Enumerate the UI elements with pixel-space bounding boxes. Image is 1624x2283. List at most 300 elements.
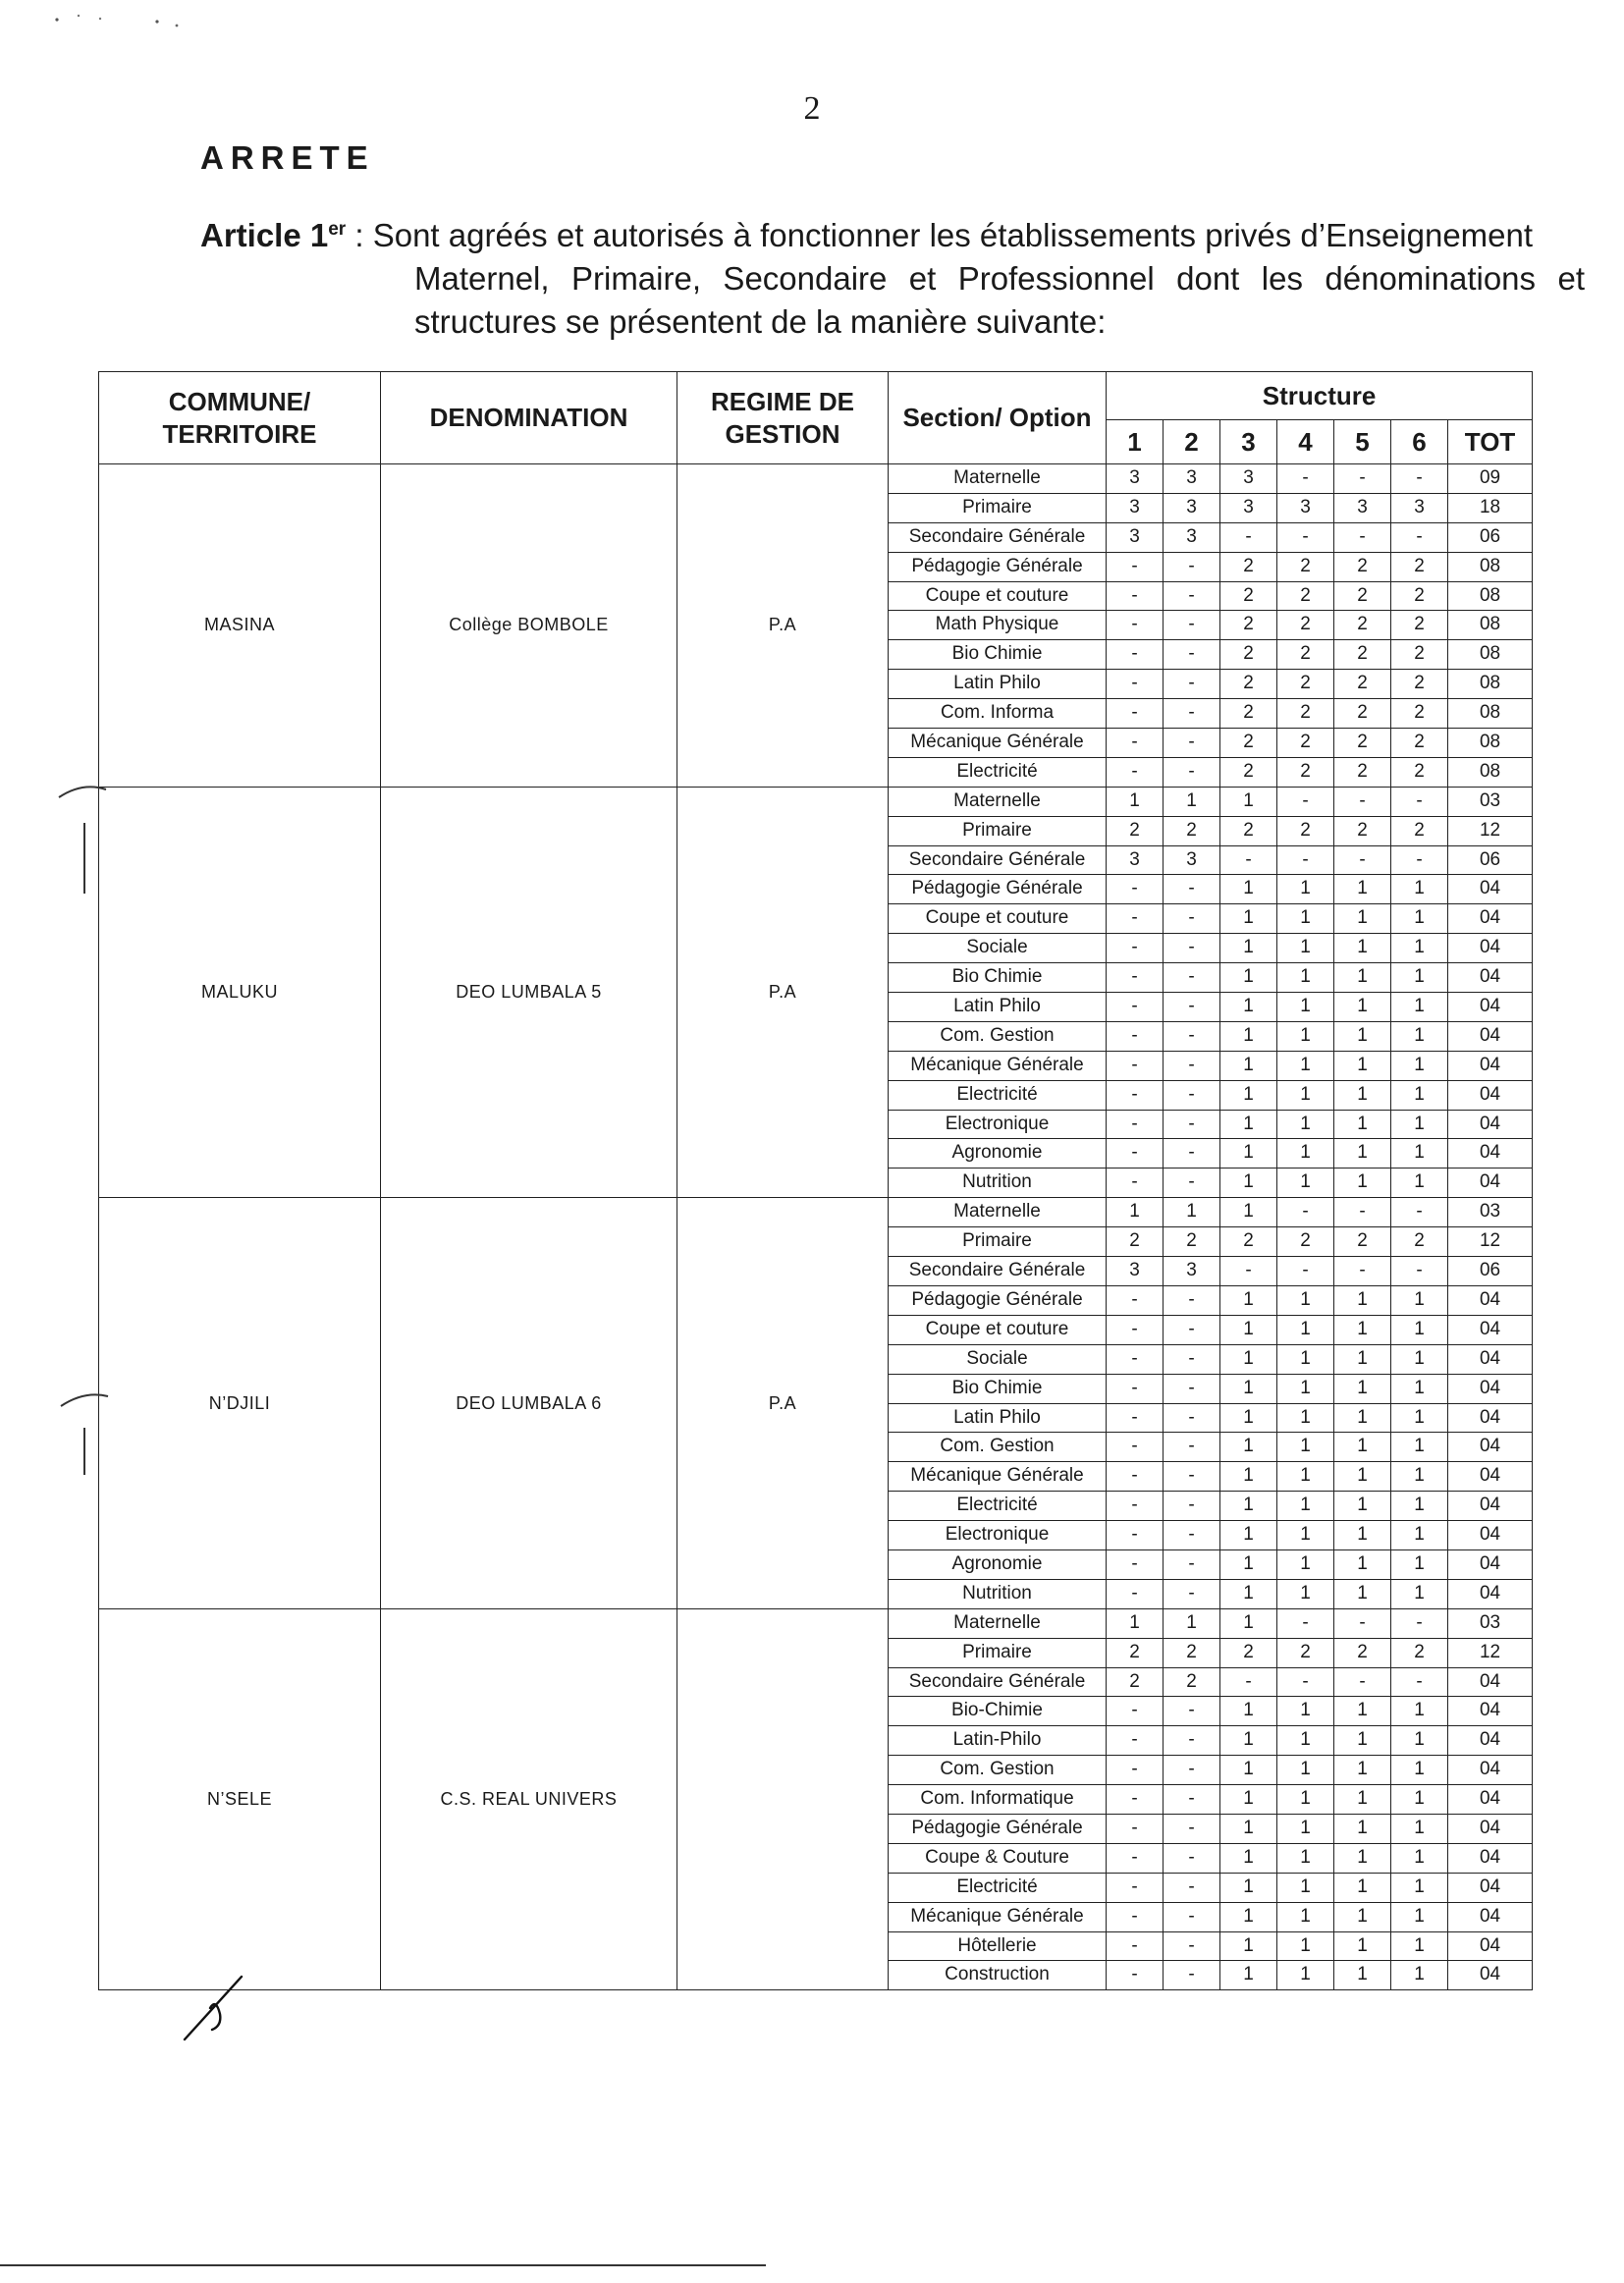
structure-year-cell: 1	[1391, 1403, 1448, 1433]
structure-year-cell: 2	[1391, 611, 1448, 640]
structure-year-cell: 3	[1220, 464, 1277, 494]
structure-year-cell: 1	[1220, 1931, 1277, 1961]
structure-year-cell: 3	[1107, 1257, 1164, 1286]
total-cell: 08	[1448, 757, 1533, 787]
section-option-cell: Primaire	[889, 493, 1107, 522]
section-option-cell: Pédagogie Générale	[889, 875, 1107, 904]
structure-year-cell: -	[1164, 1756, 1220, 1785]
structure-year-cell: 2	[1164, 1638, 1220, 1667]
structure-year-cell: -	[1391, 1667, 1448, 1697]
structure-year-cell: 1	[1277, 1961, 1334, 1990]
structure-year-cell: -	[1164, 1051, 1220, 1080]
section-option-cell: Mécanique Générale	[889, 1902, 1107, 1931]
structure-year-cell: 1	[1391, 1785, 1448, 1815]
total-cell: 04	[1448, 1169, 1533, 1198]
structure-year-cell: 1	[1220, 934, 1277, 963]
structure-year-cell: 2	[1391, 757, 1448, 787]
structure-year-cell: 2	[1107, 1667, 1164, 1697]
structure-year-cell: 1	[1334, 1843, 1391, 1873]
structure-year-cell: 2	[1334, 552, 1391, 581]
structure-year-cell: 1	[1391, 1902, 1448, 1931]
structure-year-cell: 2	[1277, 1227, 1334, 1257]
structure-year-cell: -	[1107, 1462, 1164, 1492]
structure-year-cell: 1	[1164, 1198, 1220, 1227]
structure-year-cell: -	[1164, 1403, 1220, 1433]
structure-year-cell: 2	[1334, 581, 1391, 611]
structure-year-cell: 1	[1391, 1344, 1448, 1374]
structure-year-cell: 1	[1391, 1462, 1448, 1492]
structure-year-cell: 1	[1334, 934, 1391, 963]
structure-year-cell: 1	[1220, 1785, 1277, 1815]
section-option-cell: Hôtellerie	[889, 1931, 1107, 1961]
structure-year-cell: 1	[1220, 993, 1277, 1022]
total-cell: 08	[1448, 699, 1533, 729]
structure-year-cell: 2	[1220, 640, 1277, 670]
structure-year-cell: -	[1164, 729, 1220, 758]
structure-year-cell: -	[1107, 963, 1164, 993]
structure-year-cell: -	[1164, 581, 1220, 611]
header-year-3: 3	[1220, 420, 1277, 464]
structure-year-cell: 1	[1334, 1403, 1391, 1433]
regime-cell: P.A	[677, 464, 889, 788]
structure-year-cell: -	[1391, 464, 1448, 494]
header-year-5: 5	[1334, 420, 1391, 464]
structure-year-cell: -	[1277, 1608, 1334, 1638]
structure-year-cell: 1	[1220, 904, 1277, 934]
structure-year-cell: 3	[1277, 493, 1334, 522]
structure-year-cell: -	[1164, 1344, 1220, 1374]
structure-year-cell: 2	[1391, 552, 1448, 581]
structure-year-cell: 1	[1277, 1873, 1334, 1902]
structure-year-cell: -	[1107, 729, 1164, 758]
section-option-cell: Electricité	[889, 757, 1107, 787]
total-cell: 04	[1448, 1374, 1533, 1403]
structure-year-cell: -	[1164, 1080, 1220, 1110]
structure-year-cell: 1	[1277, 1843, 1334, 1873]
structure-year-cell: 1	[1220, 1403, 1277, 1433]
structure-year-cell: 2	[1164, 816, 1220, 845]
structure-year-cell: 1	[1277, 1902, 1334, 1931]
structure-year-cell: 1	[1277, 1521, 1334, 1550]
structure-year-cell: -	[1107, 1697, 1164, 1726]
structure-year-cell: 1	[1277, 1785, 1334, 1815]
structure-year-cell: 1	[1277, 1549, 1334, 1579]
structure-year-cell: -	[1107, 1902, 1164, 1931]
structure-year-cell: -	[1107, 552, 1164, 581]
structure-year-cell: -	[1164, 1579, 1220, 1608]
structure-year-cell: 1	[1391, 1873, 1448, 1902]
regime-cell: P.A	[677, 787, 889, 1197]
section-option-cell: Bio Chimie	[889, 1374, 1107, 1403]
header-section: Section/ Option	[889, 372, 1107, 464]
total-cell: 04	[1448, 1756, 1533, 1785]
structure-year-cell: -	[1107, 1110, 1164, 1139]
section-option-cell: Secondaire Générale	[889, 1257, 1107, 1286]
total-cell: 06	[1448, 845, 1533, 875]
total-cell: 04	[1448, 1403, 1533, 1433]
structure-year-cell: 1	[1391, 875, 1448, 904]
structure-year-cell: 1	[1220, 1697, 1277, 1726]
structure-year-cell: 2	[1164, 1667, 1220, 1697]
structure-year-cell: -	[1107, 934, 1164, 963]
structure-year-cell: 2	[1277, 729, 1334, 758]
header-year-4: 4	[1277, 420, 1334, 464]
total-cell: 04	[1448, 993, 1533, 1022]
structure-year-cell: -	[1107, 904, 1164, 934]
section-option-cell: Bio Chimie	[889, 963, 1107, 993]
structure-year-cell: 2	[1220, 699, 1277, 729]
header-structure: Structure	[1107, 372, 1533, 420]
structure-year-cell: 2	[1220, 729, 1277, 758]
header-total: TOT	[1448, 420, 1533, 464]
section-option-cell: Agronomie	[889, 1139, 1107, 1169]
structure-year-cell: 1	[1334, 963, 1391, 993]
structure-year-cell: 1	[1220, 1462, 1277, 1492]
structure-year-cell: -	[1277, 522, 1334, 552]
structure-year-cell: 1	[1220, 1285, 1277, 1315]
structure-year-cell: 3	[1107, 522, 1164, 552]
structure-year-cell: -	[1277, 1257, 1334, 1286]
structure-year-cell: 1	[1391, 963, 1448, 993]
total-cell: 08	[1448, 670, 1533, 699]
structure-year-cell: 2	[1277, 640, 1334, 670]
section-option-cell: Sociale	[889, 1344, 1107, 1374]
structure-year-cell: 1	[1277, 993, 1334, 1022]
section-option-cell: Electricité	[889, 1080, 1107, 1110]
structure-year-cell: 2	[1220, 611, 1277, 640]
total-cell: 04	[1448, 1549, 1533, 1579]
structure-year-cell: -	[1391, 1257, 1448, 1286]
structure-year-cell: -	[1164, 670, 1220, 699]
structure-year-cell: 1	[1220, 787, 1277, 816]
denomination-cell: Collège BOMBOLE	[381, 464, 677, 788]
total-cell: 03	[1448, 1608, 1533, 1638]
total-cell: 04	[1448, 1902, 1533, 1931]
section-option-cell: Maternelle	[889, 464, 1107, 494]
structure-year-cell: 2	[1391, 729, 1448, 758]
total-cell: 04	[1448, 1579, 1533, 1608]
total-cell: 04	[1448, 904, 1533, 934]
structure-year-cell: -	[1334, 1198, 1391, 1227]
structure-year-cell: 1	[1220, 1021, 1277, 1051]
structure-year-cell: 1	[1220, 875, 1277, 904]
structure-year-cell: -	[1107, 670, 1164, 699]
table-row	[99, 787, 1533, 816]
structure-year-cell: 1	[1277, 1726, 1334, 1756]
structure-year-cell: 3	[1107, 845, 1164, 875]
structure-year-cell: 1	[1391, 1051, 1448, 1080]
structure-year-cell: -	[1164, 993, 1220, 1022]
structure-year-cell: 1	[1277, 1110, 1334, 1139]
section-option-cell: Mécanique Générale	[889, 1462, 1107, 1492]
structure-year-cell: 1	[1277, 1169, 1334, 1198]
structure-year-cell: -	[1164, 1697, 1220, 1726]
structure-year-cell: 1	[1391, 1433, 1448, 1462]
header-year-2: 2	[1164, 420, 1220, 464]
commune-cell: N’DJILI	[99, 1198, 381, 1608]
structure-year-cell: -	[1277, 845, 1334, 875]
structure-year-cell: -	[1107, 1051, 1164, 1080]
header-commune: COMMUNE/ TERRITOIRE	[99, 372, 381, 464]
structure-year-cell: 1	[1391, 1814, 1448, 1843]
structure-year-cell: 1	[1334, 1139, 1391, 1169]
total-cell: 04	[1448, 1462, 1533, 1492]
total-cell: 04	[1448, 1961, 1533, 1990]
structure-year-cell: 1	[1220, 1814, 1277, 1843]
structure-year-cell: -	[1164, 1931, 1220, 1961]
structure-year-cell: 1	[1391, 1697, 1448, 1726]
structure-year-cell: 3	[1220, 493, 1277, 522]
section-option-cell: Secondaire Générale	[889, 1667, 1107, 1697]
structure-year-cell: 3	[1164, 522, 1220, 552]
structure-year-cell: 2	[1277, 699, 1334, 729]
table-row	[99, 1608, 1533, 1638]
structure-year-cell: 2	[1334, 1638, 1391, 1667]
article-line-2: Maternel, Primaire, Secondaire et Professionnel dont les dénominations et structures se présentent de la manière suivante:	[414, 259, 1585, 340]
structure-year-cell: -	[1107, 1843, 1164, 1873]
structure-year-cell: 1	[1334, 1492, 1391, 1521]
structure-year-cell: 2	[1334, 757, 1391, 787]
structure-year-cell: 1	[1334, 904, 1391, 934]
structure-year-cell: 1	[1334, 1961, 1391, 1990]
table-row	[99, 1198, 1533, 1227]
structure-year-cell: 1	[1277, 1756, 1334, 1785]
structure-year-cell: -	[1164, 904, 1220, 934]
section-option-cell: Bio Chimie	[889, 640, 1107, 670]
structure-year-cell: 1	[1391, 1315, 1448, 1344]
structure-year-cell: 1	[1334, 1285, 1391, 1315]
section-option-cell: Com. Gestion	[889, 1433, 1107, 1462]
structure-year-cell: -	[1107, 1080, 1164, 1110]
establishments-table	[98, 371, 1533, 1990]
structure-year-cell: 1	[1334, 1873, 1391, 1902]
structure-year-cell: 1	[1220, 1756, 1277, 1785]
total-cell: 04	[1448, 1051, 1533, 1080]
header-year-6: 6	[1391, 420, 1448, 464]
section-option-cell: Maternelle	[889, 1608, 1107, 1638]
total-cell: 04	[1448, 934, 1533, 963]
total-cell: 12	[1448, 816, 1533, 845]
structure-year-cell: 1	[1277, 1433, 1334, 1462]
structure-year-cell: -	[1107, 1021, 1164, 1051]
structure-year-cell: 1	[1107, 1198, 1164, 1227]
structure-year-cell: 1	[1334, 1051, 1391, 1080]
structure-year-cell: -	[1107, 1521, 1164, 1550]
structure-year-cell: 2	[1107, 816, 1164, 845]
structure-year-cell: 1	[1334, 1315, 1391, 1344]
structure-year-cell: 1	[1391, 1021, 1448, 1051]
total-cell: 04	[1448, 1521, 1533, 1550]
structure-year-cell: 2	[1107, 1638, 1164, 1667]
total-cell: 04	[1448, 1021, 1533, 1051]
structure-year-cell: 1	[1334, 1726, 1391, 1756]
structure-year-cell: -	[1107, 1139, 1164, 1169]
structure-year-cell: -	[1164, 1902, 1220, 1931]
structure-year-cell: 1	[1277, 1021, 1334, 1051]
structure-year-cell: 1	[1277, 934, 1334, 963]
structure-year-cell: 2	[1391, 1227, 1448, 1257]
structure-year-cell: -	[1164, 1433, 1220, 1462]
section-option-cell: Primaire	[889, 1227, 1107, 1257]
total-cell: 04	[1448, 1697, 1533, 1726]
section-option-cell: Sociale	[889, 934, 1107, 963]
section-option-cell: Construction	[889, 1961, 1107, 1990]
structure-year-cell: 1	[1220, 1110, 1277, 1139]
structure-year-cell: 1	[1334, 1344, 1391, 1374]
section-option-cell: Mécanique Générale	[889, 729, 1107, 758]
structure-year-cell: -	[1107, 1873, 1164, 1902]
structure-year-cell: 1	[1391, 1169, 1448, 1198]
structure-year-cell: 1	[1391, 1961, 1448, 1990]
structure-year-cell: 1	[1334, 1756, 1391, 1785]
structure-year-cell: -	[1164, 1521, 1220, 1550]
structure-year-cell: -	[1164, 1961, 1220, 1990]
structure-year-cell: 1	[1220, 1492, 1277, 1521]
denomination-cell: DEO LUMBALA 5	[381, 787, 677, 1197]
header-denomination: DENOMINATION	[381, 372, 677, 464]
structure-year-cell: -	[1334, 522, 1391, 552]
structure-year-cell: -	[1277, 1667, 1334, 1697]
structure-year-cell: 1	[1334, 1785, 1391, 1815]
scan-marks	[49, 10, 206, 39]
structure-year-cell: -	[1107, 1433, 1164, 1462]
total-cell: 06	[1448, 522, 1533, 552]
structure-year-cell: 1	[1334, 1462, 1391, 1492]
structure-year-cell: 2	[1391, 640, 1448, 670]
structure-year-cell: -	[1164, 699, 1220, 729]
article-label-sup: er	[328, 219, 347, 240]
structure-year-cell: 1	[1220, 1579, 1277, 1608]
structure-year-cell: 2	[1391, 1638, 1448, 1667]
structure-year-cell: 3	[1164, 464, 1220, 494]
structure-year-cell: 2	[1334, 699, 1391, 729]
structure-year-cell: 1	[1391, 1521, 1448, 1550]
section-option-cell: Secondaire Générale	[889, 845, 1107, 875]
structure-year-cell: -	[1107, 1549, 1164, 1579]
structure-year-cell: -	[1107, 1756, 1164, 1785]
structure-year-cell: -	[1107, 1785, 1164, 1815]
total-cell: 18	[1448, 493, 1533, 522]
structure-year-cell: -	[1391, 1198, 1448, 1227]
structure-year-cell: 1	[1277, 1697, 1334, 1726]
structure-year-cell: -	[1164, 875, 1220, 904]
article-label	[200, 217, 346, 253]
regime-cell	[677, 1608, 889, 1990]
structure-year-cell: 1	[1220, 1169, 1277, 1198]
structure-year-cell: 1	[1334, 993, 1391, 1022]
structure-year-cell: 1	[1220, 1961, 1277, 1990]
total-cell: 04	[1448, 1843, 1533, 1873]
structure-year-cell: 1	[1277, 904, 1334, 934]
section-option-cell: Electricité	[889, 1873, 1107, 1902]
structure-year-cell: 1	[1107, 787, 1164, 816]
article-paragraph	[200, 214, 1585, 344]
structure-year-cell: 1	[1277, 1344, 1334, 1374]
structure-year-cell: 1	[1334, 1021, 1391, 1051]
section-option-cell: Maternelle	[889, 1198, 1107, 1227]
structure-year-cell: -	[1107, 1374, 1164, 1403]
total-cell: 04	[1448, 1785, 1533, 1815]
structure-year-cell: 2	[1277, 1638, 1334, 1667]
section-option-cell: Electronique	[889, 1110, 1107, 1139]
structure-year-cell: 2	[1334, 611, 1391, 640]
structure-year-cell: 2	[1220, 581, 1277, 611]
structure-year-cell: -	[1107, 1579, 1164, 1608]
total-cell: 08	[1448, 552, 1533, 581]
structure-year-cell: 2	[1220, 670, 1277, 699]
structure-year-cell: 1	[1220, 1608, 1277, 1638]
structure-year-cell: 1	[1391, 1726, 1448, 1756]
structure-year-cell: 1	[1107, 1608, 1164, 1638]
structure-year-cell: 1	[1277, 1285, 1334, 1315]
structure-year-cell: 1	[1220, 1726, 1277, 1756]
structure-year-cell: 1	[1277, 1051, 1334, 1080]
structure-year-cell: -	[1164, 640, 1220, 670]
structure-year-cell: 1	[1220, 1080, 1277, 1110]
structure-year-cell: 1	[1391, 1492, 1448, 1521]
structure-year-cell: -	[1220, 522, 1277, 552]
structure-year-cell: -	[1391, 522, 1448, 552]
section-option-cell: Latin Philo	[889, 1403, 1107, 1433]
structure-year-cell: 3	[1334, 493, 1391, 522]
total-cell: 06	[1448, 1257, 1533, 1286]
total-cell: 04	[1448, 1492, 1533, 1521]
section-option-cell: Coupe et couture	[889, 581, 1107, 611]
structure-year-cell: 1	[1334, 1697, 1391, 1726]
structure-year-cell: -	[1334, 845, 1391, 875]
total-cell: 08	[1448, 640, 1533, 670]
total-cell: 09	[1448, 464, 1533, 494]
structure-year-cell: 1	[1220, 1549, 1277, 1579]
page-number: 2	[803, 90, 821, 127]
section-option-cell: Primaire	[889, 816, 1107, 845]
total-cell: 04	[1448, 1726, 1533, 1756]
structure-year-cell: -	[1107, 1315, 1164, 1344]
structure-year-cell: -	[1164, 611, 1220, 640]
structure-year-cell: 1	[1277, 875, 1334, 904]
structure-year-cell: 2	[1164, 1227, 1220, 1257]
structure-year-cell: 1	[1277, 1315, 1334, 1344]
structure-year-cell: -	[1220, 1257, 1277, 1286]
structure-year-cell: -	[1164, 1374, 1220, 1403]
structure-year-cell: -	[1164, 1814, 1220, 1843]
structure-year-cell: 2	[1334, 670, 1391, 699]
structure-year-cell: 2	[1334, 729, 1391, 758]
structure-year-cell: -	[1107, 581, 1164, 611]
structure-year-cell: 1	[1391, 1549, 1448, 1579]
total-cell: 04	[1448, 1110, 1533, 1139]
structure-year-cell: -	[1164, 1285, 1220, 1315]
structure-year-cell: -	[1164, 934, 1220, 963]
structure-year-cell: 2	[1220, 816, 1277, 845]
structure-year-cell: 1	[1391, 1374, 1448, 1403]
table-body	[99, 464, 1533, 1990]
structure-year-cell: -	[1334, 1667, 1391, 1697]
structure-year-cell: 1	[1220, 1843, 1277, 1873]
article-label-text: Article 1	[200, 217, 329, 253]
section-option-cell: Com. Gestion	[889, 1756, 1107, 1785]
structure-year-cell: 1	[1220, 1902, 1277, 1931]
denomination-cell: C.S. REAL UNIVERS	[381, 1608, 677, 1990]
structure-year-cell: -	[1164, 1462, 1220, 1492]
section-option-cell: Electronique	[889, 1521, 1107, 1550]
section-option-cell: Maternelle	[889, 787, 1107, 816]
total-cell: 04	[1448, 875, 1533, 904]
total-cell: 08	[1448, 581, 1533, 611]
structure-year-cell: -	[1107, 875, 1164, 904]
section-option-cell: Pédagogie Générale	[889, 1814, 1107, 1843]
structure-year-cell: 3	[1164, 845, 1220, 875]
